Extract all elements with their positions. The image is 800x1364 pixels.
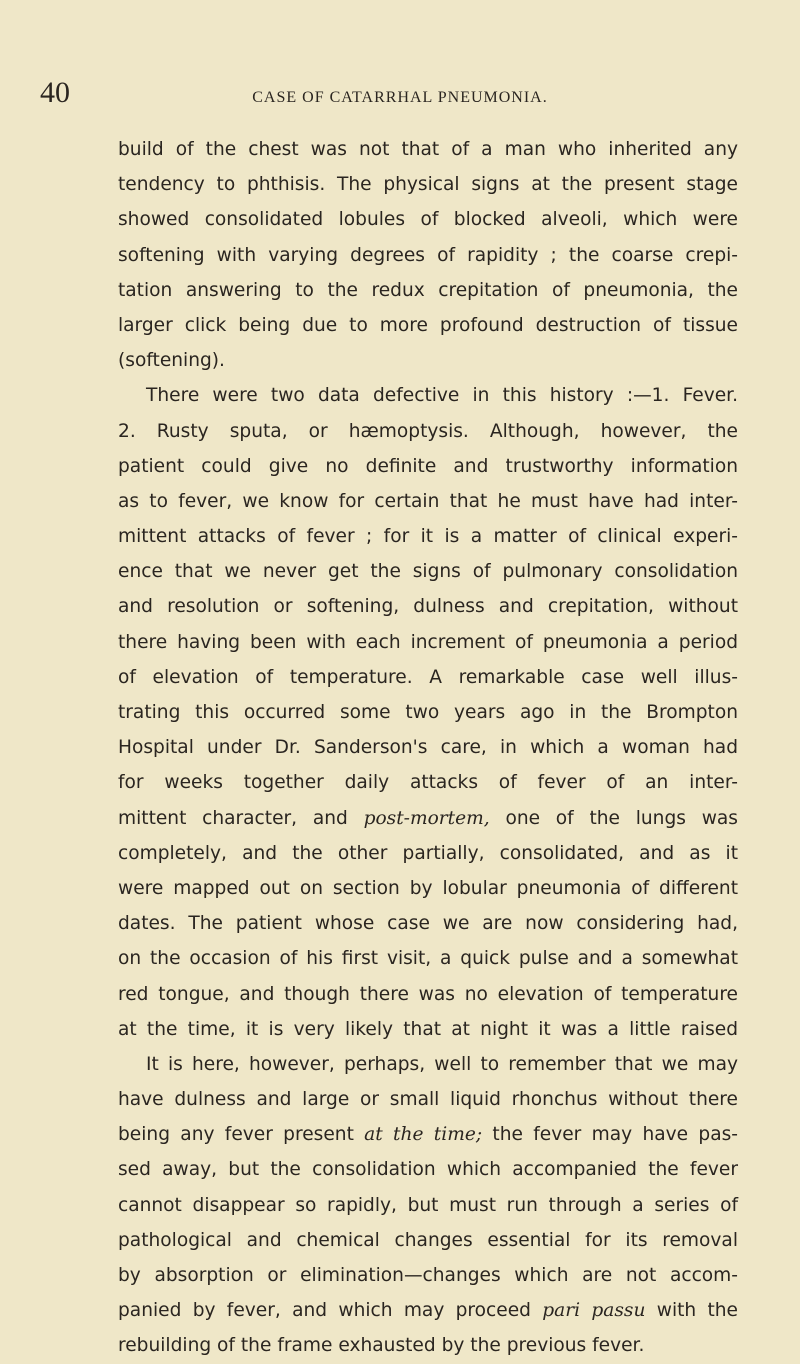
text-span: tation answering to the redux crepitation of pneumonia, the — [118, 279, 738, 301]
text-line — [118, 1047, 738, 1082]
text-line — [118, 273, 738, 308]
text-span: There were two data defective in this history :—1. Fever. — [146, 385, 738, 407]
text-line — [118, 625, 738, 660]
text-span: at the time, it is very likely that at night it was a little raised — [118, 1018, 738, 1040]
text-line — [118, 1152, 738, 1187]
page-number: 40 — [40, 76, 70, 109]
text-span: trating this occurred some two years ago in the Brompton — [118, 702, 738, 723]
body-text — [118, 132, 738, 1364]
text-span: It is here, however, perhaps, well to remember that we may — [146, 1053, 738, 1075]
text-span: showed consolidated lobules of blocked alveoli, which were — [118, 209, 738, 231]
text-span: (softening). — [118, 350, 225, 372]
text-line — [118, 1012, 738, 1047]
text-span: Hospital under Dr. Sanderson's care, in which a woman had — [118, 737, 738, 759]
text-line — [118, 1188, 738, 1223]
text-span: panied by fever, and which may proceed — [118, 1300, 543, 1322]
text-line — [118, 765, 738, 800]
text-line — [118, 484, 738, 519]
text-span: one of the lungs was — [489, 807, 738, 829]
text-span: with the — [645, 1300, 738, 1322]
text-line — [118, 977, 738, 1012]
text-line — [118, 414, 738, 449]
text-line — [118, 519, 738, 554]
text-span: larger click being due to more profound destruction of tissue — [118, 314, 738, 336]
running-head: CASE OF CATARRHAL PNEUMONIA. — [252, 89, 548, 106]
text-line — [118, 167, 738, 202]
text-span: 2. Rusty sputa, or hæmoptysis. Although, however, the — [118, 420, 738, 442]
text-line — [118, 871, 738, 906]
text-span: mittent attacks of fever ; for it is a matter of clinical experi- — [118, 526, 738, 548]
text-line — [118, 202, 738, 237]
text-line — [118, 132, 738, 167]
text-span: build of the chest was not that of a man who inherited any — [118, 139, 738, 160]
text-line — [118, 1082, 738, 1117]
text-line — [118, 308, 738, 343]
text-span: rebuilding of the frame exhausted by the previous fever. — [118, 1335, 645, 1357]
text-line — [118, 660, 738, 695]
text-span: and resolution or softening, dulness and crepitation, without — [118, 596, 738, 618]
text-span: dates. The patient whose case we are now considering had, — [118, 913, 738, 935]
text-span: by absorption or elimination—changes which are not accom- — [118, 1265, 738, 1286]
text-span: pathological and chemical changes essential for its removal — [118, 1229, 738, 1251]
text-span: for weeks together daily attacks of fever of an inter- — [118, 772, 738, 794]
text-span: being any fever present — [118, 1124, 365, 1146]
text-span: tendency to phthisis. The physical signs at the present stage — [118, 174, 738, 196]
text-line — [118, 449, 738, 484]
text-line — [118, 906, 738, 941]
text-span: the fever may have pas- — [482, 1124, 738, 1146]
text-span: completely, and the other partially, consolidated, and as it — [118, 842, 738, 864]
text-span: as to fever, we know for certain that he must have had inter- — [118, 490, 738, 512]
text-line — [118, 1223, 738, 1258]
text-span: there having been with each increment of pneumonia a period — [118, 631, 738, 653]
text-span: sed away, but the consolidation which accompanied the fever — [118, 1159, 738, 1181]
italic-text: at the time; — [364, 1124, 483, 1146]
text-line — [118, 1117, 738, 1152]
text-span: softening with varying degrees of rapidity ; the coarse crepi- — [118, 244, 738, 266]
text-line — [118, 1328, 738, 1363]
text-line — [118, 695, 738, 730]
text-span: of elevation of temperature. A remarkable case well illus- — [118, 666, 738, 688]
text-span: mittent character, and — [118, 807, 364, 829]
text-line — [118, 554, 738, 589]
text-line — [118, 343, 738, 378]
text-line — [118, 238, 738, 273]
text-line — [118, 941, 738, 976]
text-line — [118, 730, 738, 765]
text-span: red tongue, and though there was no elevation of temperature — [118, 983, 738, 1005]
text-line — [118, 836, 738, 871]
text-span: have dulness and large or small liquid rhonchus without there — [118, 1089, 738, 1111]
text-line — [118, 801, 738, 836]
text-line — [118, 1258, 738, 1293]
text-span: patient could give no definite and trustworthy information — [118, 455, 738, 477]
text-span: cannot disappear so rapidly, but must run through a series of — [118, 1194, 738, 1216]
text-line — [118, 589, 738, 624]
text-line — [118, 1293, 738, 1328]
italic-text: post-mortem, — [363, 807, 490, 829]
text-line — [118, 378, 738, 413]
text-span: on the occasion of his first visit, a quick pulse and a somewhat — [118, 948, 738, 970]
text-span: were mapped out on section by lobular pneumonia of different — [118, 877, 738, 899]
italic-text: pari passu — [542, 1300, 646, 1322]
text-span: ence that we never get the signs of pulmonary consolidation — [118, 561, 738, 583]
